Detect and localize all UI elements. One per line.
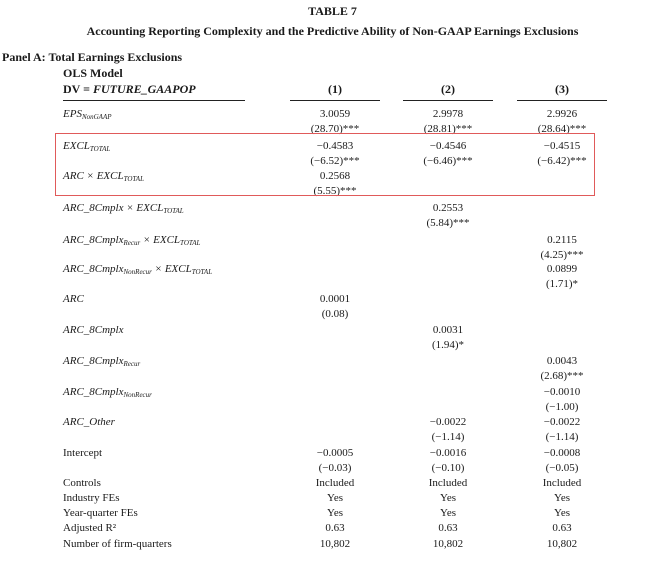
t-statistic-cell: (1.94)* — [431, 339, 465, 351]
coefficient-cell: 2.9926 — [546, 108, 578, 120]
footer-value-cell: 10,802 — [432, 538, 464, 550]
footer-value-cell: Included — [542, 477, 582, 489]
coefficient-cell: −0.0022 — [543, 416, 581, 428]
row-label-main: ARC_8Cmplx — [63, 386, 124, 398]
row-label-subscript: TOTAL — [191, 268, 213, 276]
coefficient-cell: −0.0010 — [543, 386, 581, 398]
dv-prefix: DV = — [63, 82, 93, 96]
row-label-main: ARC_8Cmplx — [63, 263, 124, 275]
t-statistic-cell: (−6.42)*** — [537, 155, 587, 167]
row-label-subscript: TOTAL — [89, 145, 111, 153]
row-label-subscript: NonGAAP — [81, 113, 112, 121]
footer-row-label: Adjusted R² — [63, 522, 117, 534]
dependent-variable — [63, 82, 196, 97]
footer-row-label: Year-quarter FEs — [63, 507, 138, 519]
footer-row-label: Industry FEs — [63, 492, 120, 504]
row-label-main: EXCL — [63, 140, 90, 152]
row-label-main: ARC_8Cmplx — [63, 234, 124, 246]
highlight-box — [55, 133, 595, 196]
t-statistic-cell: (−6.52)*** — [310, 155, 360, 167]
coefficient-cell: 0.0001 — [319, 293, 351, 305]
row-label-main: ARC — [63, 293, 84, 305]
row-label — [63, 108, 112, 121]
t-statistic-cell: (−6.46)*** — [423, 155, 473, 167]
t-statistic-cell: (2.68)*** — [540, 370, 584, 382]
coefficient-cell: 0.2568 — [319, 170, 351, 182]
table-title: TABLE 7 — [308, 4, 357, 18]
header-rule-label — [63, 100, 245, 101]
dv-name: FUTURE_GAAPOP — [92, 82, 196, 96]
footer-value-cell: 10,802 — [319, 538, 351, 550]
t-statistic-cell: (5.55)*** — [313, 185, 357, 197]
header-rule-1 — [290, 100, 380, 101]
row-label — [63, 447, 102, 459]
row-label — [63, 355, 140, 368]
row-label-main: ARC_Other — [63, 416, 115, 428]
t-statistic-cell: (0.08) — [321, 308, 349, 320]
coefficient-cell: 2.9978 — [432, 108, 464, 120]
footer-value-cell: Yes — [553, 492, 570, 504]
coefficient-cell: 3.0059 — [319, 108, 351, 120]
footer-value-cell: Yes — [439, 492, 456, 504]
coefficient-cell: −0.0022 — [429, 416, 467, 428]
table-subtitle: Accounting Reporting Complexity and the Predictive Ability of Non-GAAP Earnings Exclusions — [86, 24, 579, 38]
coefficient-cell: −0.0005 — [316, 447, 354, 459]
coefficient-cell: 0.0899 — [546, 263, 578, 275]
row-label — [63, 324, 124, 336]
t-statistic-cell: (1.71)* — [545, 278, 579, 290]
t-statistic-cell: (−0.05) — [545, 462, 579, 474]
row-label — [63, 263, 212, 276]
row-label — [63, 234, 200, 247]
footer-value-cell: 0.63 — [438, 522, 458, 534]
t-statistic-cell: (−0.10) — [431, 462, 465, 474]
row-label-subscript: NonRecur — [123, 391, 152, 399]
row-label-main: ARC_8Cmplx — [63, 324, 124, 336]
coefficient-cell: 0.0043 — [546, 355, 578, 367]
panel-title: Panel A: Total Earnings Exclusions — [2, 50, 183, 64]
row-label-main: ARC_8Cmplx × EXCL — [63, 202, 164, 214]
column-header-2: (2) — [441, 82, 455, 96]
row-label-subscript: Recur — [123, 360, 141, 368]
t-statistic-cell: (−1.14) — [545, 431, 579, 443]
row-label — [63, 202, 184, 215]
coefficient-cell: −0.4546 — [429, 140, 467, 152]
row-label — [63, 386, 152, 399]
coefficient-cell: −0.4515 — [543, 140, 581, 152]
model-label: OLS Model — [63, 66, 123, 80]
footer-value-cell: 10,802 — [546, 538, 578, 550]
row-label — [63, 293, 84, 305]
footer-value-cell: Yes — [439, 507, 456, 519]
coefficient-cell: −0.0016 — [429, 447, 467, 459]
header-rule-3 — [517, 100, 607, 101]
row-label — [63, 416, 115, 428]
footer-value-cell: Yes — [553, 507, 570, 519]
row-label-main: ARC_8Cmplx — [63, 355, 124, 367]
footer-value-cell: 0.63 — [325, 522, 345, 534]
t-statistic-cell: (28.70)*** — [310, 123, 360, 135]
t-statistic-cell: (5.84)*** — [426, 217, 470, 229]
row-label-main: Intercept — [63, 447, 103, 459]
t-statistic-cell: (28.64)*** — [537, 123, 587, 135]
t-statistic-cell: (−0.03) — [318, 462, 352, 474]
t-statistic-cell: (−1.14) — [431, 431, 465, 443]
footer-value-cell: 0.63 — [552, 522, 572, 534]
footer-value-cell: Included — [428, 477, 468, 489]
footer-row-label: Number of firm-quarters — [63, 538, 172, 550]
row-label-subscript: Recur — [123, 239, 141, 247]
t-statistic-cell: (−1.00) — [545, 401, 579, 413]
t-statistic-cell: (28.81)*** — [423, 123, 473, 135]
footer-value-cell: Yes — [326, 507, 343, 519]
header-rule-2 — [403, 100, 493, 101]
coefficient-cell: 0.2553 — [432, 202, 464, 214]
footer-value-cell: Yes — [326, 492, 343, 504]
row-label-subscript: TOTAL — [180, 239, 201, 247]
coefficient-cell: 0.2115 — [547, 234, 577, 246]
footer-row-label: Controls — [63, 477, 101, 489]
row-label-rest: × EXCL — [140, 234, 181, 246]
coefficient-cell: 0.0031 — [432, 324, 464, 336]
row-label-subscript: NonRecur — [123, 268, 152, 276]
t-statistic-cell: (4.25)*** — [540, 249, 584, 261]
row-label-main: ARC × EXCL — [63, 170, 124, 182]
row-label-subscript: TOTAL — [123, 175, 144, 183]
row-label-subscript: TOTAL — [163, 207, 184, 215]
coefficient-cell: −0.4583 — [316, 140, 354, 152]
footer-value-cell: Included — [315, 477, 355, 489]
coefficient-cell: −0.0008 — [543, 447, 581, 459]
row-label-rest: × EXCL — [151, 263, 192, 275]
column-header-1: (1) — [328, 82, 342, 96]
column-header-3: (3) — [555, 82, 569, 96]
row-label-main: EPS — [63, 108, 82, 120]
